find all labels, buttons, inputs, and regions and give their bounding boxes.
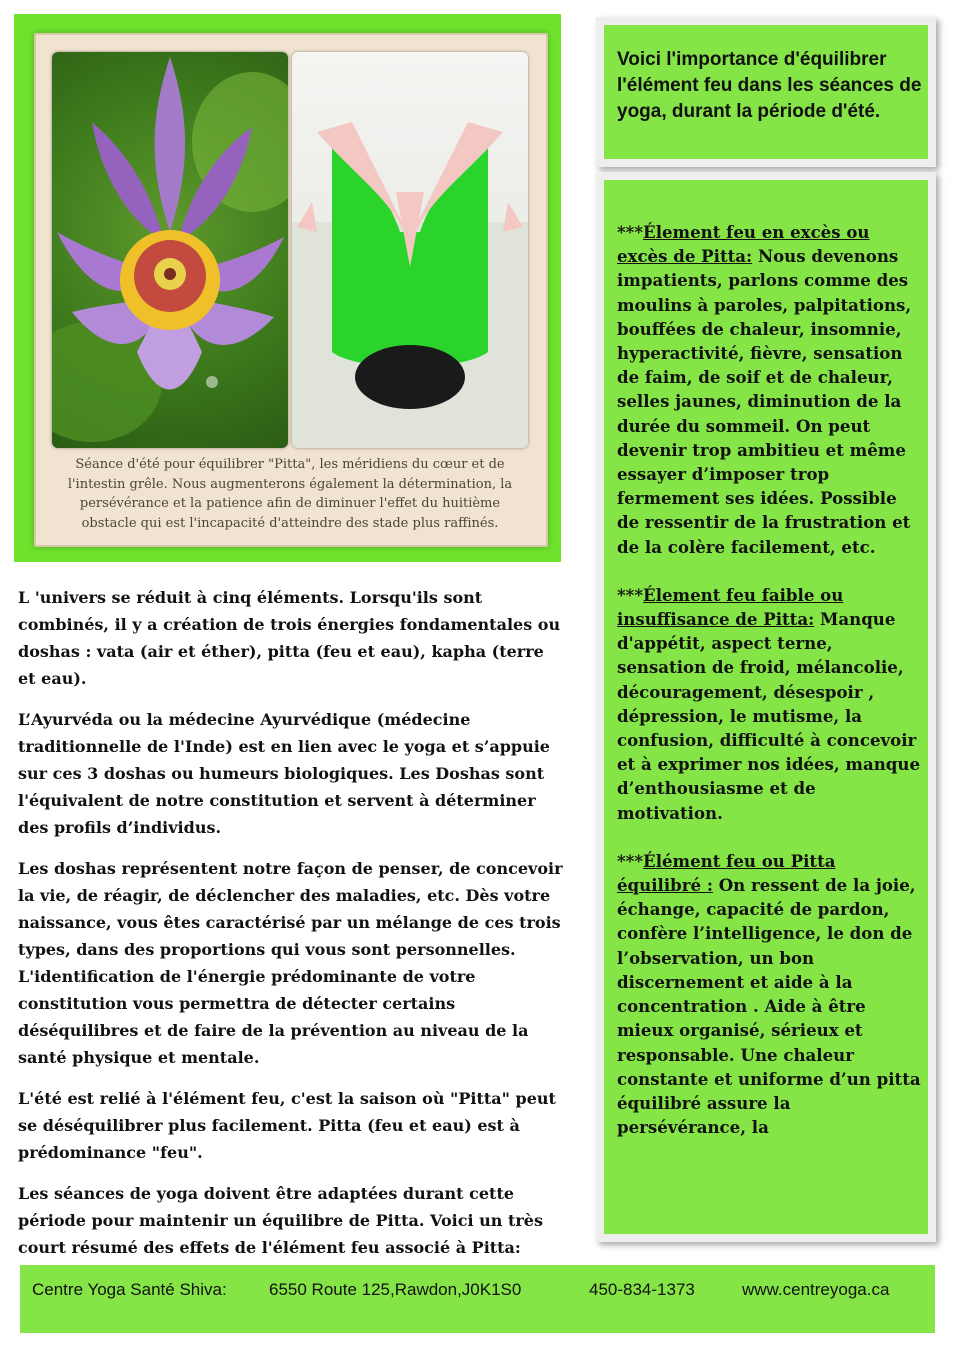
section-excess-body: Nous devenons impatients, parlons comme des moulins à paroles, palpitations, bouffées de chaleur, insomnie, hyperactivité, fièvre, sensation de faim, de soif et de chaleur, selles jaunes, diminution de la durée du sommeil. On peut devenir trop ambitieu et même essayer d’imposer trop fermement ses idées. Possible de ressentir de la frustration et de la colère facilement, etc.	[617, 246, 912, 557]
section-balanced-title: Élément feu ou Pitta équilibré :	[617, 850, 836, 896]
footer-center-name: Centre Yoga Santé Shiva:	[32, 1280, 227, 1299]
section-balanced: ***Élément feu ou Pitta équilibré : On ressent de la joie, échange, capacité de pardon, confère l’intelligence, le don de l’observation, un bon discernement et aide à la concentration . Aide à être mieux organisé, sérieux et responsable. Une chaleur constante et uniforme d’un pitta équilibré assure la persévérance, la	[617, 850, 921, 1138]
section-excess-title: Élement feu en excès ou excès de Pitta:	[617, 222, 870, 267]
intro-paragraph-3: Les doshas représentent notre façon de penser, de concevoir la vie, de réagir, de déclencher des maladies, etc. Dès votre naissance, vous êtes caractérisé par un mélange de ces trois types, dans des proportions qui vous sont personnelles. L'identification de l'énergie prédominante de votre constitution vous permettra de détecter certains déséquilibres et de faire de la prévention au niveau de la santé physique et mentale.	[18, 859, 563, 1067]
photo-caption: Séance d'été pour équilibrer "Pitta", les méridiens du cœur et de l'intestin grêle. Nous augmenterons également la détermination, la persévérance et la patience afin de diminuer l'effet du huitième obstacle qui est l'incapacité d'atteindre des stade plus raffinés.	[67, 457, 513, 531]
footer-phone[interactable]: 450-834-1373	[589, 1280, 695, 1299]
intro-paragraph-2: L’Ayurvéda ou la médecine Ayurvédique (médecine traditionnelle de l'Inde) est en lien avec le yoga et s’appuie sur ces 3 doshas ou humeurs biologiques. Les Doshas sont l'équivalent de notre constitution et servent à déterminer des profils d’individus.	[18, 710, 550, 837]
intro-paragraph-4: L'été est relié à l'élément feu, c'est la saison où "Pitta" peut se déséquilibrer plus facilement. Pitta (feu et eau) est à prédominance "feu".	[18, 1089, 556, 1162]
lotus-flower-illustration	[52, 52, 288, 448]
section-weak: ***Élement feu faible ou insuffisance de Pitta: Manque d'appétit, aspect terne, sensation de froid, mélancolie, découragement, désespoir , dépression, le mutisme, la confusion, difficulté à concevoir et à exprimer nos idées, manque d’enthousiasme et de motivation.	[617, 584, 921, 823]
section-weak-body: Manque d'appétit, aspect terne, sensation de froid, mélancolie, découragement, désespoir , dépression, le mutisme, la confusion, difficulté à concevoir et à exprimer nos idées, manque d’enthousiasme et de motivation.	[617, 609, 921, 823]
footer-website-link[interactable]: www.centreyoga.ca	[742, 1280, 890, 1299]
sidebar-content-panel	[596, 172, 936, 1242]
intro-paragraph-1: L 'univers se réduit à cinq éléments. Lorsqu'ils sont combinés, il y a création de trois énergies fondamentales ou doshas : vata (air et éther), pitta (feu et eau), kapha (terre et eau).	[18, 588, 561, 688]
intro-paragraph-5: Les séances de yoga doivent être adaptées durant cette période pour maintenir un équilibre de Pitta. Voici un très court résumé des effets de l'élément feu associé à Pitta:	[18, 1184, 543, 1257]
yoga-pose-photo	[292, 52, 528, 448]
sidebar-text	[617, 220, 922, 1163]
intro-text	[18, 584, 566, 1275]
hero-panel	[14, 14, 561, 562]
section-excess: ***Élement feu en excès ou excès de Pitta: Nous devenons impatients, parlons comme des moulins à paroles, palpitations, bouffées de chaleur, insomnie, hyperactivité, fièvre, sensation de faim, de soif et de chaleur, selles jaunes, diminution de la durée du sommeil. On peut devenir trop ambitieu et même essayer d’imposer trop fermement ses idées. Possible de ressentir de la frustration et de la colère facilement, etc.	[617, 222, 912, 557]
footer-address: 6550 Route 125,Rawdon,J0K1S0	[269, 1280, 522, 1299]
footer-bar	[20, 1265, 935, 1333]
section-balanced-body: On ressent de la joie, échange, capacité de pardon, confère l’intelligence, le don de l’observation, un bon discernement et aide à la concentration . Aide à être mieux organisé, sérieux et responsable. Une chaleur constante et uniforme d’un pitta équilibré assure la persévérance, la	[617, 875, 921, 1138]
photo-frame	[34, 33, 548, 547]
sidebar-heading: Voici l'importance d'équilibrer l'élément feu dans les séances de yoga, durant la période d'été.	[617, 49, 922, 122]
yoga-figure-illustration	[292, 52, 528, 448]
section-weak-title: Élement feu faible ou insuffisance de Pitta:	[617, 584, 844, 630]
lotus-photo	[52, 52, 288, 448]
sidebar-heading-panel	[596, 17, 936, 167]
